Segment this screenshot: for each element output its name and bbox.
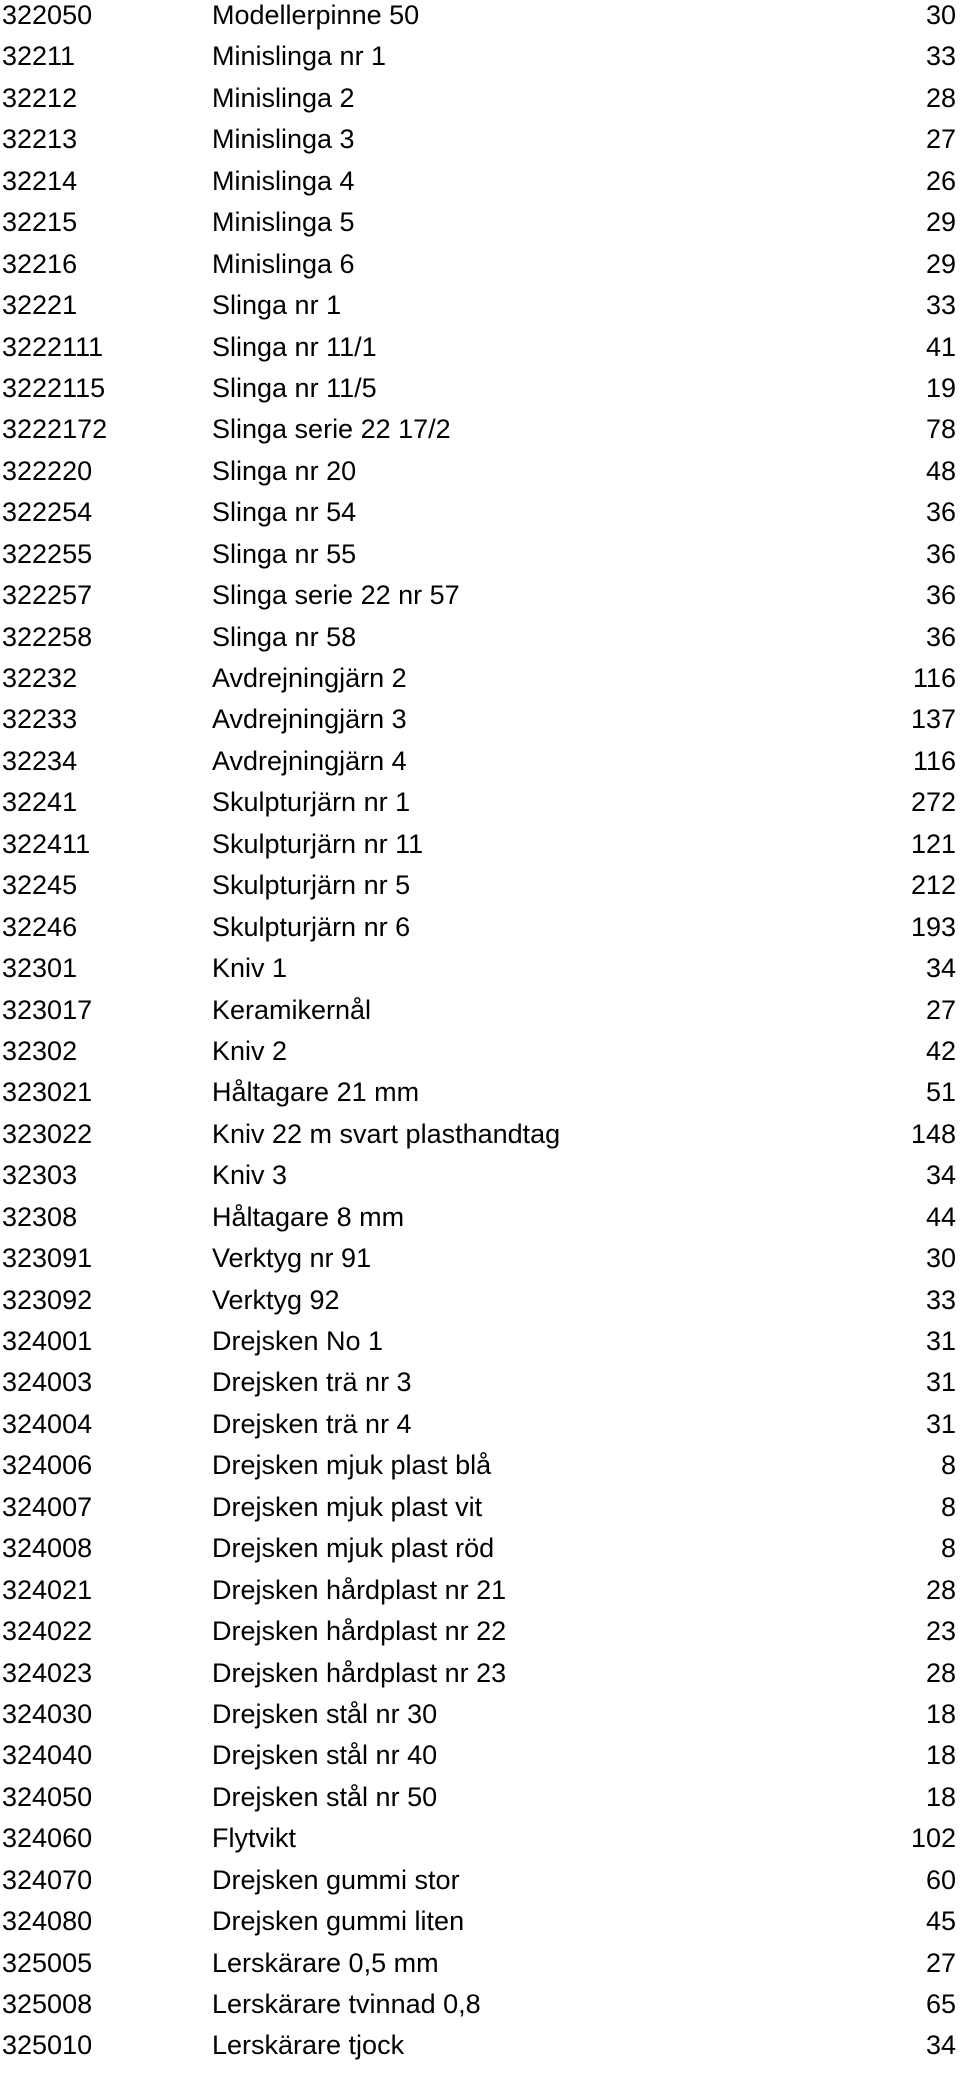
product-price: 31 xyxy=(925,1326,956,1356)
article-number: 322257 xyxy=(2,580,93,611)
product-name: Verktyg nr 91 xyxy=(212,1243,372,1274)
product-name: Drejsken hårdplast nr 22 xyxy=(212,1616,507,1647)
article-number: 32211 xyxy=(2,41,76,72)
product-name: Skulpturjärn nr 11 xyxy=(212,828,424,859)
price-list-row xyxy=(0,1653,960,1694)
price-list-row xyxy=(0,244,960,285)
product-price: 41 xyxy=(925,331,956,362)
article-number: 324003 xyxy=(2,1367,93,1398)
article-number: 3222111 xyxy=(2,331,104,362)
product-name: Kniv 1 xyxy=(212,953,288,984)
article-number: 322255 xyxy=(2,538,93,569)
price-list-row xyxy=(0,1072,960,1113)
price-list-row xyxy=(0,36,960,77)
product-name: Slinga nr 1 xyxy=(212,290,342,321)
article-number: 32302 xyxy=(2,1035,78,1066)
product-name: Slinga nr 55 xyxy=(212,538,357,569)
product-name: Slinga nr 58 xyxy=(212,621,357,652)
article-number: 324008 xyxy=(2,1533,93,1564)
product-price: 102 xyxy=(910,1823,956,1854)
product-price: 27 xyxy=(925,124,956,155)
price-list-row xyxy=(0,451,960,492)
product-name: Avdrejningjärn 3 xyxy=(212,704,407,735)
price-list-row xyxy=(0,1694,960,1735)
product-price: 34 xyxy=(925,2030,956,2061)
product-name: Drejsken stål nr 30 xyxy=(212,1698,438,1729)
price-list-row xyxy=(0,1280,960,1321)
product-name: Modellerpinne 50 xyxy=(212,0,420,30)
price-list-row xyxy=(0,1570,960,1611)
product-name: Skulpturjärn nr 1 xyxy=(212,787,411,818)
product-name: Minislinga 3 xyxy=(212,124,355,155)
price-list-row xyxy=(0,327,960,368)
price-list-row xyxy=(0,865,960,906)
product-price: 18 xyxy=(925,1698,956,1729)
price-list-row xyxy=(0,1114,960,1155)
price-list-row xyxy=(0,285,960,326)
product-name: Lerskärare tjock xyxy=(212,2030,405,2061)
price-list-row xyxy=(0,0,960,36)
price-list-row xyxy=(0,907,960,948)
article-number: 32232 xyxy=(2,663,78,693)
article-number: 324080 xyxy=(2,1906,93,1937)
article-number: 324023 xyxy=(2,1657,93,1688)
product-name: Slinga nr 20 xyxy=(212,455,357,486)
article-number: 3222172 xyxy=(2,414,108,445)
product-price: 29 xyxy=(925,207,956,238)
price-list-row xyxy=(0,782,960,823)
product-price: 18 xyxy=(925,1781,956,1812)
product-price: 36 xyxy=(925,497,956,528)
product-name: Slinga nr 11/1 xyxy=(212,331,377,362)
product-price: 31 xyxy=(925,1408,956,1439)
product-name: Drejsken No 1 xyxy=(212,1326,384,1356)
article-number: 324001 xyxy=(2,1326,93,1356)
product-name: Skulpturjärn nr 6 xyxy=(212,911,411,942)
price-list-row xyxy=(0,1860,960,1901)
product-name: Slinga serie 22 17/2 xyxy=(212,414,451,445)
product-name: Minislinga 2 xyxy=(212,82,355,113)
article-number: 323017 xyxy=(2,994,93,1025)
price-list-row xyxy=(0,1735,960,1776)
product-price: 33 xyxy=(925,290,956,321)
product-name: Minislinga 6 xyxy=(212,248,355,279)
price-list-row xyxy=(0,492,960,533)
price-list-row xyxy=(0,1943,960,1984)
price-list-row xyxy=(0,1321,960,1362)
article-number: 324070 xyxy=(2,1864,93,1895)
article-number: 324022 xyxy=(2,1616,93,1647)
product-price: 19 xyxy=(925,372,956,403)
price-list-row xyxy=(0,1611,960,1652)
product-name: Håltagare 21 mm xyxy=(212,1077,420,1108)
article-number: 322254 xyxy=(2,497,93,528)
product-price: 36 xyxy=(925,538,956,569)
product-name: Drejsken mjuk plast röd xyxy=(212,1533,495,1564)
product-price: 23 xyxy=(925,1616,956,1647)
price-list-row xyxy=(0,990,960,1031)
article-number: 32246 xyxy=(2,911,78,942)
product-name: Kniv 22 m svart plasthandtag xyxy=(212,1118,561,1149)
product-price: 8 xyxy=(940,1450,956,1481)
price-list-row xyxy=(0,824,960,865)
article-number: 32234 xyxy=(2,745,78,776)
product-name: Slinga serie 22 nr 57 xyxy=(212,580,460,611)
product-name: Drejsken mjuk plast vit xyxy=(212,1491,483,1522)
price-list-row xyxy=(0,534,960,575)
price-list-row xyxy=(0,1445,960,1486)
article-number: 323021 xyxy=(2,1077,93,1108)
product-name: Minislinga 5 xyxy=(212,207,355,238)
article-number: 32245 xyxy=(2,870,78,901)
product-price: 28 xyxy=(925,1574,956,1605)
product-price: 31 xyxy=(925,1367,956,1398)
article-number: 325008 xyxy=(2,1989,93,2019)
product-price: 27 xyxy=(925,1947,956,1978)
product-price: 27 xyxy=(925,994,956,1025)
price-list-row xyxy=(0,1818,960,1859)
article-number: 32221 xyxy=(2,290,78,321)
product-price: 116 xyxy=(912,745,956,776)
product-price: 28 xyxy=(925,1657,956,1688)
price-list-row xyxy=(0,658,960,699)
price-list-row xyxy=(0,1984,960,2025)
price-list-row xyxy=(0,1155,960,1196)
product-price: 121 xyxy=(910,828,956,859)
product-name: Kniv 2 xyxy=(212,1035,288,1066)
product-price: 148 xyxy=(910,1118,956,1149)
product-name: Drejsken trä nr 3 xyxy=(212,1367,412,1398)
product-name: Verktyg 92 xyxy=(212,1284,340,1315)
article-number: 32214 xyxy=(2,165,78,196)
price-list-row xyxy=(0,741,960,782)
product-name: Drejsken stål nr 50 xyxy=(212,1781,438,1812)
price-list-row xyxy=(0,948,960,989)
product-name: Håltagare 8 mm xyxy=(212,1201,405,1232)
article-number: 32303 xyxy=(2,1160,78,1191)
product-name: Keramikernål xyxy=(212,994,372,1025)
price-list-row xyxy=(0,161,960,202)
product-price: 193 xyxy=(910,911,956,942)
product-name: Minislinga nr 1 xyxy=(212,41,387,72)
price-list-row xyxy=(0,1404,960,1445)
product-name: Lerskärare 0,5 mm xyxy=(212,1947,439,1978)
article-number: 32308 xyxy=(2,1201,78,1232)
product-price: 33 xyxy=(925,41,956,72)
product-price: 60 xyxy=(925,1864,956,1895)
product-price: 36 xyxy=(925,621,956,652)
product-price: 8 xyxy=(940,1491,956,1522)
article-number: 32233 xyxy=(2,704,78,735)
price-list-row xyxy=(0,2025,960,2066)
article-number: 322411 xyxy=(2,828,91,859)
product-name: Kniv 3 xyxy=(212,1160,288,1191)
price-list-row xyxy=(0,1487,960,1528)
article-number: 324050 xyxy=(2,1781,93,1812)
article-number: 324030 xyxy=(2,1698,93,1729)
price-list-row xyxy=(0,1362,960,1403)
product-price: 212 xyxy=(910,870,956,901)
product-name: Minislinga 4 xyxy=(212,165,355,196)
product-name: Drejsken mjuk plast blå xyxy=(212,1450,492,1481)
product-price: 34 xyxy=(925,953,956,984)
product-price: 29 xyxy=(925,248,956,279)
article-number: 324006 xyxy=(2,1450,93,1481)
article-number: 322258 xyxy=(2,621,93,652)
product-price: 48 xyxy=(925,455,956,486)
article-number: 324004 xyxy=(2,1408,93,1439)
product-price: 30 xyxy=(925,0,956,30)
product-name: Drejsken hårdplast nr 23 xyxy=(212,1657,507,1688)
price-list-row xyxy=(0,119,960,160)
product-price: 44 xyxy=(925,1201,956,1232)
product-name: Drejsken gummi liten xyxy=(212,1906,465,1937)
article-number: 325005 xyxy=(2,1947,93,1978)
product-price: 8 xyxy=(940,1533,956,1564)
product-price: 36 xyxy=(925,580,956,611)
product-price: 28 xyxy=(925,82,956,113)
product-price: 45 xyxy=(925,1906,956,1937)
product-name: Slinga nr 54 xyxy=(212,497,357,528)
product-name: Lerskärare tvinnad 0,8 xyxy=(212,1989,481,2019)
article-number: 32213 xyxy=(2,124,78,155)
product-name: Drejsken gummi stor xyxy=(212,1864,460,1895)
price-list-row xyxy=(0,202,960,243)
price-list-row xyxy=(0,368,960,409)
price-list-row xyxy=(0,1197,960,1238)
article-number: 324021 xyxy=(2,1574,93,1605)
product-price: 78 xyxy=(925,414,956,445)
article-number: 32241 xyxy=(2,787,78,818)
price-list-row xyxy=(0,1901,960,1942)
article-number: 32215 xyxy=(2,207,78,238)
product-name: Avdrejningjärn 4 xyxy=(212,745,407,776)
product-price: 33 xyxy=(925,1284,956,1315)
price-list-row xyxy=(0,1238,960,1279)
product-price: 137 xyxy=(910,704,956,735)
article-number: 324040 xyxy=(2,1740,93,1771)
article-number: 324007 xyxy=(2,1491,93,1522)
product-price: 42 xyxy=(925,1035,956,1066)
price-list-row xyxy=(0,1777,960,1818)
article-number: 3222115 xyxy=(2,372,106,403)
product-name: Skulpturjärn nr 5 xyxy=(212,870,411,901)
article-number: 325010 xyxy=(2,2030,93,2061)
article-number: 323091 xyxy=(2,1243,93,1274)
product-name: Drejsken stål nr 40 xyxy=(212,1740,438,1771)
article-number: 323022 xyxy=(2,1118,93,1149)
article-number: 322220 xyxy=(2,455,93,486)
product-price: 272 xyxy=(910,787,956,818)
article-number: 32301 xyxy=(2,953,78,984)
price-list-row xyxy=(0,699,960,740)
product-name: Avdrejningjärn 2 xyxy=(212,663,407,693)
article-number: 32216 xyxy=(2,248,78,279)
product-price: 26 xyxy=(925,165,956,196)
product-price: 116 xyxy=(912,663,956,693)
price-list-row xyxy=(0,1528,960,1569)
product-name: Drejsken trä nr 4 xyxy=(212,1408,412,1439)
price-list-row xyxy=(0,1031,960,1072)
article-number: 324060 xyxy=(2,1823,93,1854)
price-list-row xyxy=(0,575,960,616)
product-price: 30 xyxy=(925,1243,956,1274)
price-list-row xyxy=(0,409,960,450)
article-number: 322050 xyxy=(2,0,93,30)
product-price: 34 xyxy=(925,1160,956,1191)
product-price: 51 xyxy=(925,1077,956,1108)
price-list-row xyxy=(0,78,960,119)
product-name: Flytvikt xyxy=(212,1823,296,1854)
product-price: 65 xyxy=(925,1989,956,2019)
price-list-row xyxy=(0,617,960,658)
article-number: 32212 xyxy=(2,82,78,113)
article-number: 323092 xyxy=(2,1284,93,1315)
product-price: 18 xyxy=(925,1740,956,1771)
product-name: Slinga nr 11/5 xyxy=(212,372,377,403)
product-name: Drejsken hårdplast nr 21 xyxy=(212,1574,507,1605)
